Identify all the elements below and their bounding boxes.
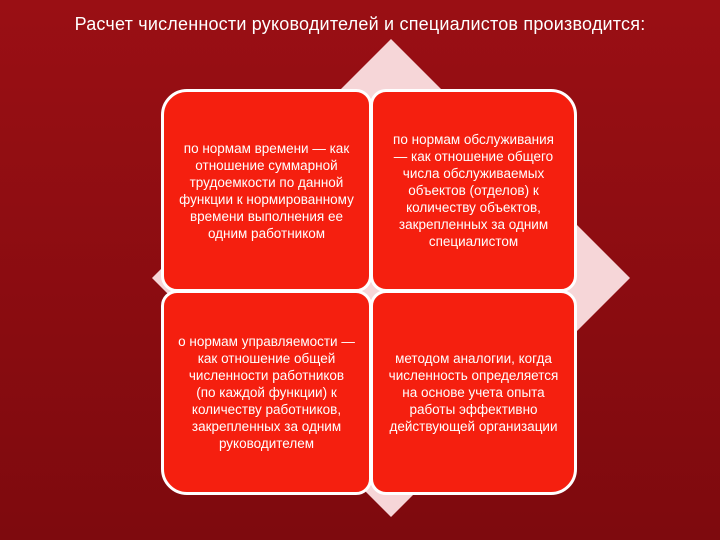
method-span-of-control-box xyxy=(161,290,372,495)
method-analogy-box xyxy=(370,290,577,495)
method-time-norms-box xyxy=(161,89,372,292)
slide-title: Расчет численности руководителей и специалистов производится: xyxy=(74,14,646,34)
method-service-norms-text: по нормам обслуживания — как отношение общего числа обслуживаемых объектов (отделов) к количеству объектов, закрепленных за одним специалистом xyxy=(393,132,554,249)
method-service-norms-box xyxy=(370,89,577,292)
method-span-of-control-text: о нормам управляемости — как отношение общей численности работников (по каждой функции) к количеству работников, закрепленных за одним руководителем xyxy=(178,334,355,451)
method-time-norms-text: по нормам времени — как отношение суммарной трудоемкости по данной функции к нормированному времени выполнения ее одним работником xyxy=(179,140,354,241)
method-analogy-text: методом аналогии, когда численность определяется на основе учета опыта работы эффективно действующей организации xyxy=(388,351,559,434)
